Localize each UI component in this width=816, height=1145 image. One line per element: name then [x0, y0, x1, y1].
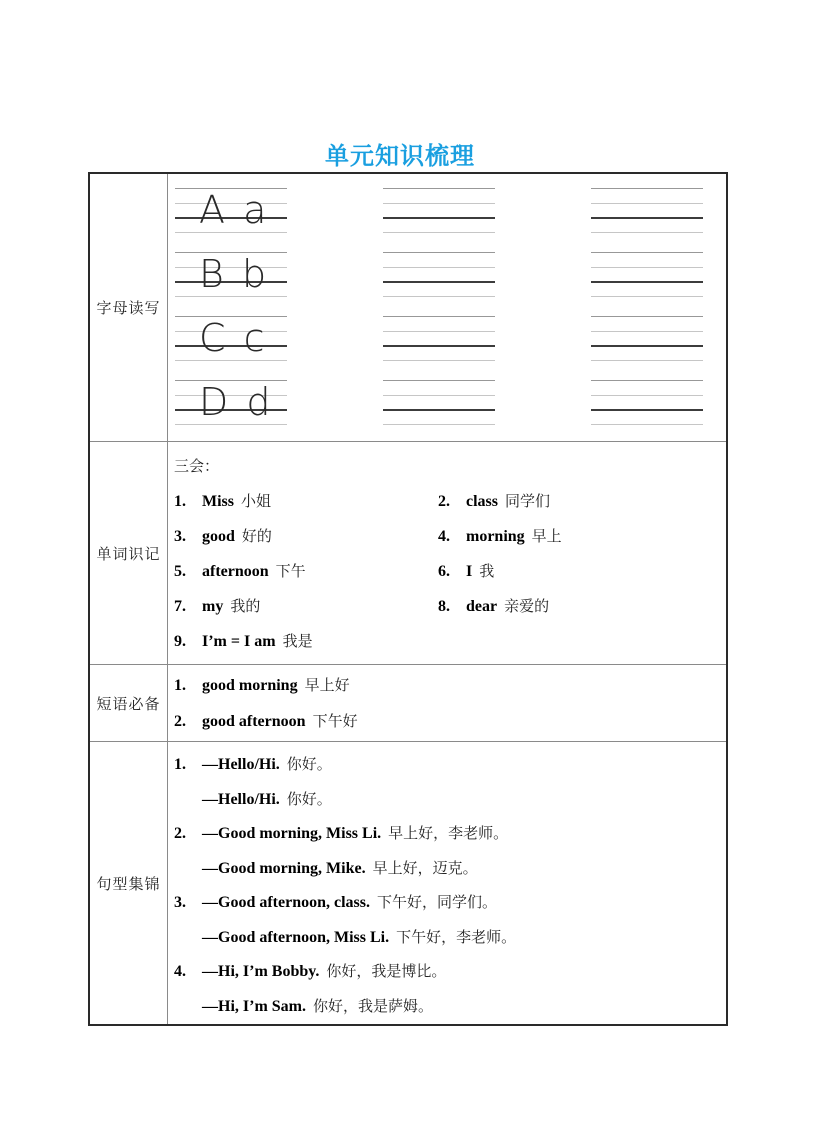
- sentence-english: —Good afternoon, Miss Li.: [202, 928, 390, 946]
- word-chinese: 我的: [230, 598, 261, 615]
- item-number: 1.: [174, 677, 186, 694]
- words-grid: [174, 484, 726, 659]
- sentence-chinese: 你好，我是博比。: [326, 963, 447, 980]
- sentence-chinese: 早上好，李老师。: [388, 825, 509, 842]
- item-number: 8.: [438, 598, 450, 615]
- row-label-sentences: 句型集锦: [90, 742, 168, 1024]
- four-line-guide: [591, 188, 703, 233]
- phrase-english: good afternoon: [202, 713, 306, 730]
- sentence-english: —Good morning, Miss Li.: [202, 825, 382, 842]
- sentence-line: [174, 783, 726, 818]
- word-english: class: [466, 493, 498, 510]
- item-number: 1.: [174, 493, 186, 510]
- word-english: afternoon: [202, 563, 269, 580]
- sentence-item: [174, 886, 726, 955]
- phrase-english: good morning: [202, 677, 298, 694]
- table-row-phrases: [90, 664, 726, 741]
- letter-pair-bb: B b: [199, 252, 270, 296]
- words-content: [168, 442, 726, 664]
- word-chinese: 同学们: [505, 493, 551, 510]
- guide-column-blank-1: [383, 188, 495, 444]
- item-number: 3.: [174, 894, 186, 911]
- item-number: 5.: [174, 563, 186, 580]
- word-english: good: [202, 528, 235, 545]
- item-number: 4.: [174, 963, 186, 980]
- four-line-guide: [591, 380, 703, 425]
- sentence-chinese: 你好。: [286, 756, 332, 773]
- word-chinese: 我: [479, 563, 495, 580]
- word-item: [438, 519, 726, 554]
- sentence-english: —Good afternoon, class.: [202, 894, 370, 911]
- word-english: I’m = I am: [202, 633, 276, 650]
- sentence-chinese: 你好。: [286, 790, 332, 808]
- sentence-chinese: 下午好，同学们。: [377, 894, 498, 911]
- item-number: 3.: [174, 528, 186, 545]
- item-number: 7.: [174, 598, 186, 615]
- phrase-item: [174, 704, 726, 740]
- letter-pair-cc: C c: [199, 316, 268, 360]
- word-chinese: 下午: [275, 563, 306, 580]
- letter-pair-aa: A a: [199, 188, 270, 232]
- four-line-guide: [175, 252, 287, 297]
- sentence-line: [174, 886, 726, 921]
- word-item: [174, 554, 438, 589]
- sentence-item: [174, 955, 726, 1024]
- sentences-content: [168, 742, 726, 1024]
- word-item: [174, 484, 438, 519]
- words-heading: 三会：: [174, 458, 220, 475]
- four-line-guide: [175, 316, 287, 361]
- word-chinese: 我是: [282, 633, 313, 650]
- sentence-english: —Good morning, Mike.: [202, 859, 366, 877]
- knowledge-table: [88, 172, 728, 1026]
- word-chinese: 小姐: [241, 493, 272, 510]
- word-item: [174, 589, 438, 624]
- word-chinese: 好的: [241, 528, 272, 545]
- table-row-sentences: [90, 741, 726, 1024]
- four-line-guide: [383, 380, 495, 425]
- word-chinese: 亲爱的: [504, 598, 550, 615]
- sentence-english: —Hi, I’m Sam.: [202, 997, 306, 1015]
- item-number: 2.: [438, 493, 450, 510]
- four-line-guide: [175, 188, 287, 233]
- sentence-english: —Hello/Hi.: [202, 756, 280, 773]
- phrases-content: [168, 665, 726, 741]
- four-line-guide: [383, 252, 495, 297]
- phrase-chinese: 下午好: [312, 713, 358, 730]
- four-line-guide: [591, 252, 703, 297]
- sentence-english: —Hi, I’m Bobby.: [202, 963, 320, 980]
- page-title: 单元知识梳理: [325, 143, 475, 170]
- item-number: 1.: [174, 756, 186, 773]
- four-line-guide: [383, 188, 495, 233]
- word-english: I: [466, 563, 473, 580]
- sentence-chinese: 你好，我是萨姆。: [313, 997, 434, 1015]
- sentence-chinese: 下午好，李老师。: [396, 928, 517, 946]
- sentence-line: [174, 921, 726, 956]
- guide-column-letters: [175, 188, 287, 444]
- word-english: my: [202, 598, 224, 615]
- word-chinese: 早上: [531, 528, 562, 545]
- sentence-chinese: 早上好，迈克。: [372, 859, 478, 877]
- letters-content: [168, 174, 726, 441]
- sentence-item: [174, 748, 726, 817]
- word-item: [174, 624, 438, 659]
- word-item: [438, 484, 726, 519]
- sentence-line: [174, 990, 726, 1025]
- letter-pair-dd: D d: [199, 380, 274, 424]
- phrase-item: [174, 668, 726, 704]
- item-number: 9.: [174, 633, 186, 650]
- row-label-words: 单词识记: [90, 442, 168, 664]
- sentence-line: [174, 748, 726, 783]
- sentence-english: —Hello/Hi.: [202, 790, 280, 808]
- row-label-phrases: 短语必备: [90, 665, 168, 741]
- table-row-words: [90, 441, 726, 664]
- sentence-line: [174, 955, 726, 990]
- sentence-item: [174, 817, 726, 886]
- word-item: [438, 589, 726, 624]
- four-line-guide: [383, 316, 495, 361]
- word-english: morning: [466, 528, 525, 545]
- guide-column-blank-2: [591, 188, 703, 444]
- sentence-line: [174, 852, 726, 887]
- word-item: [174, 519, 438, 554]
- writing-guides: [168, 174, 726, 444]
- item-number: 2.: [174, 713, 186, 730]
- item-number: 2.: [174, 825, 186, 842]
- table-row-letters: [90, 174, 726, 441]
- word-english: Miss: [202, 493, 234, 510]
- item-number: 6.: [438, 563, 450, 580]
- row-label-letters: 字母读写: [90, 174, 168, 441]
- phrase-chinese: 早上好: [304, 677, 350, 694]
- word-english: dear: [466, 598, 498, 615]
- four-line-guide: [175, 380, 287, 425]
- sentence-line: [174, 817, 726, 852]
- item-number: 4.: [438, 528, 450, 545]
- word-item: [438, 554, 726, 589]
- four-line-guide: [591, 316, 703, 361]
